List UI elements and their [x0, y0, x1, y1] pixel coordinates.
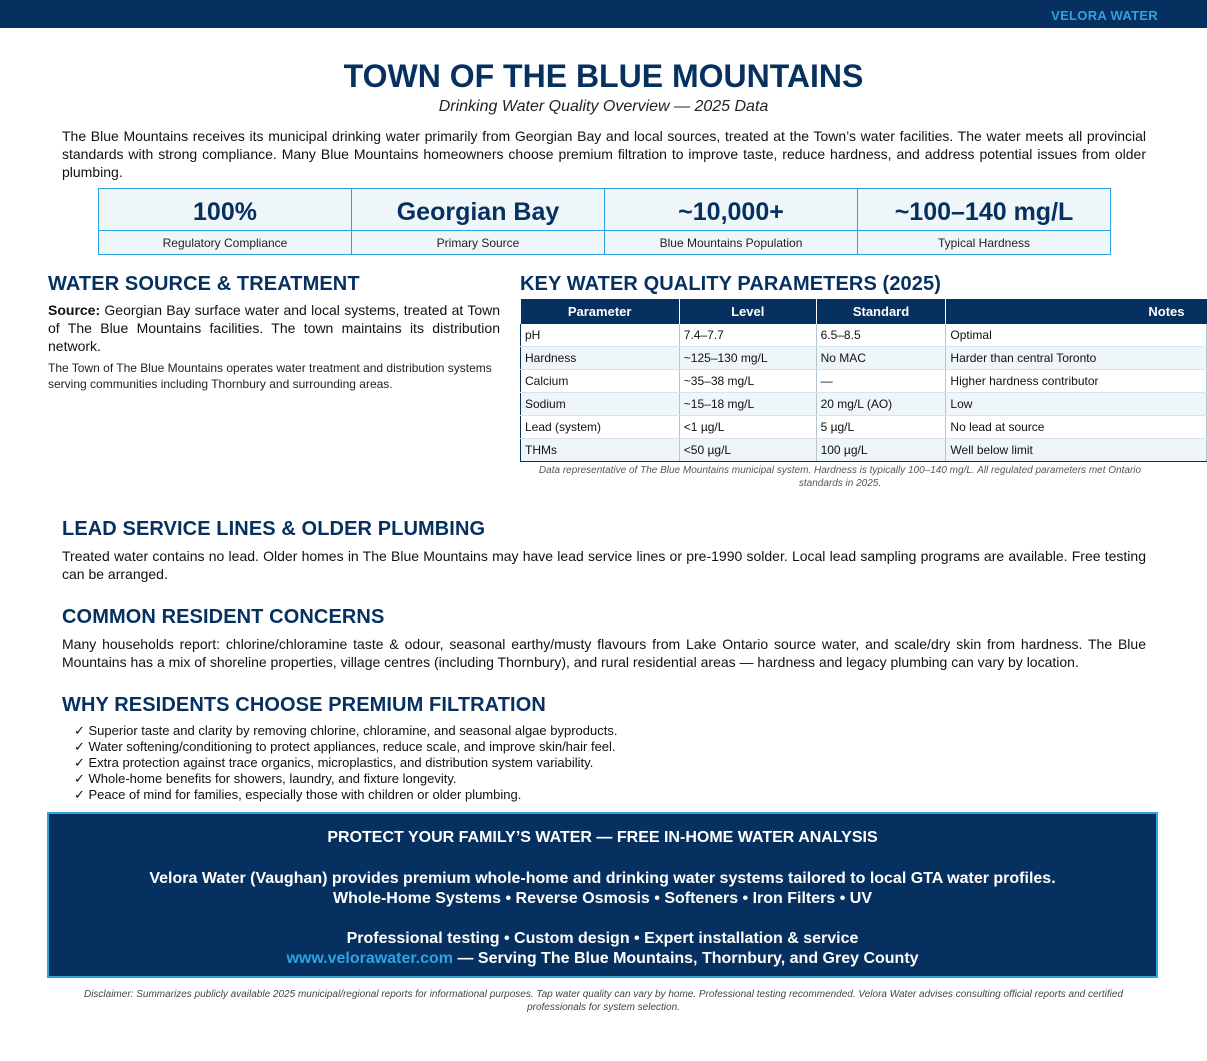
table-row — [521, 439, 1207, 462]
column-header: Parameter — [521, 299, 680, 324]
source-heading: WATER SOURCE & TREATMENT — [48, 273, 360, 295]
table-cell: — — [816, 370, 946, 393]
table-row — [521, 347, 1207, 370]
lead-heading: LEAD SERVICE LINES & OLDER PLUMBING — [62, 518, 486, 540]
concerns-heading: COMMON RESIDENT CONCERNS — [62, 606, 385, 628]
source-note: The Town of The Blue Mountains operates water treatment and distribution systems serving communities including Thornbury and surrounding areas. — [48, 361, 492, 391]
stat-hardness — [858, 189, 1110, 254]
table-cell: Optimal — [946, 324, 1207, 347]
table-cell: THMs — [521, 439, 680, 462]
cta-heading: PROTECT YOUR FAMILY’S WATER — FREE IN-HOME WATER ANALYSIS — [327, 829, 878, 846]
list-item: ✓ Extra protection against trace organics, microplastics, and distribution system variability. — [74, 755, 594, 770]
stat-population — [605, 189, 858, 254]
stat-label: Primary Source — [436, 236, 520, 250]
table-cell: 5 µg/L — [816, 416, 946, 439]
stat-label: Blue Mountains Population — [659, 236, 803, 250]
page-title: TOWN OF THE BLUE MOUNTAINS — [343, 58, 864, 94]
table-cell: Lead (system) — [521, 416, 680, 439]
table-cell: Sodium — [521, 393, 680, 416]
table-cell: 100 µg/L — [816, 439, 946, 462]
cta-products: Whole-Home Systems • Reverse Osmosis • Softeners • Iron Filters • UV — [332, 890, 872, 907]
stat-value: ~10,000+ — [605, 189, 857, 231]
cta-services: Professional testing • Custom design • Expert installation & service — [346, 930, 859, 947]
table-cell: Well below limit — [946, 439, 1207, 462]
table-cell: 20 mg/L (AO) — [816, 393, 946, 416]
table-cell: Calcium — [521, 370, 680, 393]
stat-value: Georgian Bay — [352, 189, 604, 231]
top-bar — [0, 0, 1207, 28]
table-cell: 7.4–7.7 — [679, 324, 816, 347]
website-link[interactable]: www.velorawater.com — [286, 950, 454, 967]
list-item: ✓ Peace of mind for families, especially those with children or older plumbing. — [74, 787, 522, 802]
table-header-row — [521, 299, 1207, 324]
table-row — [521, 370, 1207, 393]
table-cell: Low — [946, 393, 1207, 416]
table-cell: Hardness — [521, 347, 680, 370]
column-header: Level — [679, 299, 816, 324]
table-cell: 6.5–8.5 — [816, 324, 946, 347]
concerns-text: Many households report: chlorine/chloramine taste & odour, seasonal earthy/musty flavours from Lake Ontario source water, and scale/dry skin from hardness. The Blue Mountains has a mix of shoreline properties, village centres (including Thornbury), and rural residential areas — hardness and legacy plumbing can vary by location. — [62, 636, 1146, 670]
list-item: ✓ Whole-home benefits for showers, laundry, and fixture longevity. — [74, 771, 457, 786]
lead-text: Treated water contains no lead. Older homes in The Blue Mountains may have lead service lines or pre-1990 solder. Local lead sampling programs are available. Free testing can be arranged. — [62, 548, 1146, 582]
stats-bar — [98, 188, 1111, 255]
source-text — [48, 301, 500, 355]
disclaimer: Disclaimer: Summarizes publicly available 2025 municipal/regional reports for informational purposes. Tap water quality can vary by home. Professional testing recommended. Velora Water advises consulting official reports and certified professionals for system selection. — [83, 989, 1124, 1013]
table-cell: Higher hardness contributor — [946, 370, 1207, 393]
stat-label: Regulatory Compliance — [162, 236, 288, 250]
table-cell: <1 µg/L — [679, 416, 816, 439]
table-cell: ~35–38 mg/L — [679, 370, 816, 393]
filtration-list — [74, 723, 617, 803]
cta-description: Velora Water (Vaughan) provides premium whole-home and drinking water systems tailored to local GTA water profiles. — [149, 870, 1056, 887]
stat-value: ~100–140 mg/L — [858, 189, 1110, 231]
table-footnote: Data representative of The Blue Mountains municipal system. Hardness is typically 100–140 mg/L. All regulated parameters met Ontario standards in 2025. — [538, 465, 1142, 489]
list-item: ✓ Superior taste and clarity by removing chlorine, chloramine, and seasonal algae byproducts. — [74, 723, 618, 738]
stat-value: 100% — [99, 189, 351, 231]
table-cell: ~15–18 mg/L — [679, 393, 816, 416]
page-subtitle: Drinking Water Quality Overview — 2025 Data — [438, 98, 769, 115]
filtration-heading: WHY RESIDENTS CHOOSE PREMIUM FILTRATION — [62, 694, 546, 716]
table-row — [521, 393, 1207, 416]
intro-paragraph: The Blue Mountains receives its municipal drinking water primarily from Georgian Bay and local sources, treated at the Town’s water facilities. The water meets all provincial standards with strong compliance. Many Blue Mountains homeowners choose premium filtration to improve taste, reduce hardness, and address potential issues from older plumbing. — [62, 128, 1146, 180]
service-area: — Serving The Blue Mountains, Thornbury, and Grey County — [453, 950, 919, 967]
table-row — [521, 324, 1207, 347]
table-cell: <50 µg/L — [679, 439, 816, 462]
parameters-heading: KEY WATER QUALITY PARAMETERS (2025) — [520, 273, 941, 295]
source-lead: Source: — [48, 302, 101, 318]
table-cell: pH — [521, 324, 680, 347]
table-cell: ~125–130 mg/L — [679, 347, 816, 370]
source-body: Georgian Bay surface water and local systems, treated at Town of The Blue Mountains facilities. The town maintains its distribution network. — [48, 302, 500, 354]
table-cell: No MAC — [816, 347, 946, 370]
column-header: Notes — [946, 299, 1207, 324]
table-cell: Harder than central Toronto — [946, 347, 1207, 370]
table-row — [521, 416, 1207, 439]
list-item: ✓ Water softening/conditioning to protect appliances, reduce scale, and improve skin/hair feel. — [74, 739, 616, 754]
stat-compliance — [99, 189, 352, 254]
cta-contact — [49, 950, 1156, 968]
brand-name: VELORA WATER — [1051, 8, 1158, 23]
parameters-table — [520, 299, 1207, 462]
stat-label: Typical Hardness — [937, 236, 1031, 250]
stat-source — [352, 189, 605, 254]
cta-banner — [47, 812, 1158, 978]
table-cell: No lead at source — [946, 416, 1207, 439]
column-header: Standard — [816, 299, 946, 324]
